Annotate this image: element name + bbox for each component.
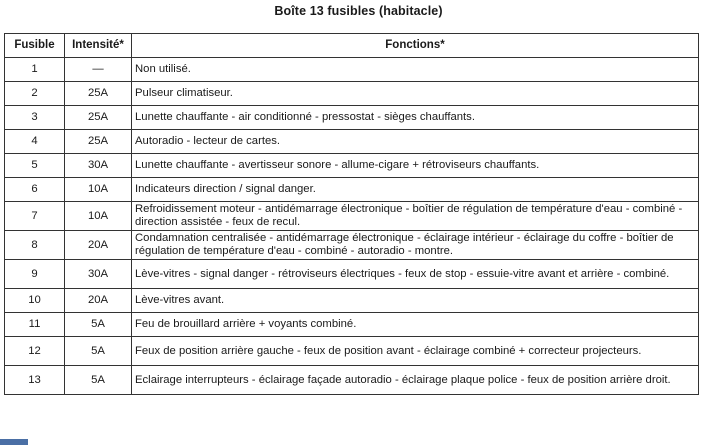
fuse-amperage: 20A: [65, 231, 132, 260]
table-row: [5, 337, 699, 366]
fuse-number: 2: [5, 82, 65, 106]
fuse-number: 12: [5, 337, 65, 366]
fuse-functions: Pulseur climatiseur.: [132, 82, 699, 106]
fuse-functions: Feu de brouillard arrière + voyants combiné.: [132, 313, 699, 337]
fuse-amperage: 25A: [65, 130, 132, 154]
fuse-functions: Non utilisé.: [132, 58, 699, 82]
fuse-functions: Feux de position arrière gauche - feux de position avant - éclairage combiné + correcteur projecteurs.: [132, 337, 699, 366]
fuse-functions: Condamnation centralisée - antidémarrage électronique - éclairage intérieur - éclairage du coffre - boîtier de régulation de température d'eau - combiné - autoradio - montre.: [132, 231, 699, 260]
header-intensite: Intensité*: [65, 34, 132, 58]
table-row: [5, 366, 699, 395]
table-row: [5, 154, 699, 178]
page-edge-marker: [0, 439, 28, 445]
header-fonctions: Fonctions*: [132, 34, 699, 58]
fuse-number: 8: [5, 231, 65, 260]
table-row: [5, 130, 699, 154]
fuse-number: 13: [5, 366, 65, 395]
table-row: [5, 178, 699, 202]
fuse-amperage: 5A: [65, 313, 132, 337]
fuse-functions: Lunette chauffante - air conditionné - pressostat - sièges chauffants.: [132, 106, 699, 130]
fuse-number: 10: [5, 289, 65, 313]
fuse-amperage: 25A: [65, 106, 132, 130]
table-row: [5, 106, 699, 130]
header-fusible: Fusible: [5, 34, 65, 58]
table-row: [5, 313, 699, 337]
fuse-amperage: 30A: [65, 154, 132, 178]
fuse-number: 6: [5, 178, 65, 202]
table-row: [5, 260, 699, 289]
fuse-number: 9: [5, 260, 65, 289]
page-title: Boîte 13 fusibles (habitacle): [274, 4, 443, 18]
fuse-functions: Indicateurs direction / signal danger.: [132, 178, 699, 202]
fuse-number: 4: [5, 130, 65, 154]
table-row: [5, 82, 699, 106]
fuse-functions: Autoradio - lecteur de cartes.: [132, 130, 699, 154]
table-row: [5, 289, 699, 313]
table-row: [5, 202, 699, 231]
fuse-functions: Lève-vitres avant.: [132, 289, 699, 313]
table-header-row: [5, 34, 699, 58]
fuse-functions: Lève-vitres - signal danger - rétroviseurs électriques - feux de stop - essuie-vitre avant et arrière - combiné.: [132, 260, 699, 289]
fuse-number: 7: [5, 202, 65, 231]
fuse-amperage: 20A: [65, 289, 132, 313]
table-row: [5, 231, 699, 260]
fuse-functions: Lunette chauffante - avertisseur sonore - allume-cigare + rétroviseurs chauffants.: [132, 154, 699, 178]
fuse-amperage: 5A: [65, 337, 132, 366]
fuse-number: 1: [5, 58, 65, 82]
fuse-number: 5: [5, 154, 65, 178]
fuse-amperage: 30A: [65, 260, 132, 289]
fuse-amperage: 10A: [65, 202, 132, 231]
fuse-amperage: 10A: [65, 178, 132, 202]
fuse-number: 3: [5, 106, 65, 130]
fuse-number: 11: [5, 313, 65, 337]
fuse-table: [4, 33, 699, 395]
fuse-functions: Refroidissement moteur - antidémarrage électronique - boîtier de régulation de température d'eau - combiné - direction assistée - feux de recul.: [132, 202, 699, 231]
fuse-amperage: 25A: [65, 82, 132, 106]
table-row: [5, 58, 699, 82]
fuse-functions: Eclairage interrupteurs - éclairage façade autoradio - éclairage plaque police - feux de position arrière droit.: [132, 366, 699, 395]
fuse-amperage: —: [65, 58, 132, 82]
fuse-amperage: 5A: [65, 366, 132, 395]
